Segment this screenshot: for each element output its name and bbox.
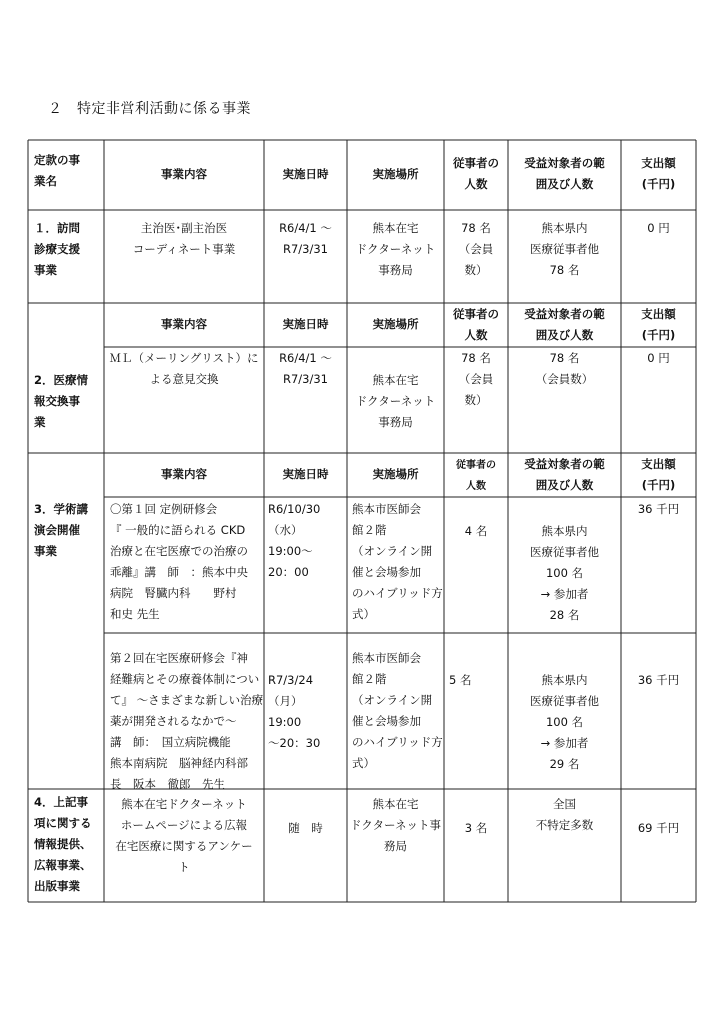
header3-target: 受益対象者の範 囲及び人数 — [524, 457, 605, 492]
header3-place: 実施場所 — [372, 467, 419, 481]
header3-cost: 支出額 (千円) — [641, 457, 676, 492]
s3-e1-date: R6/10/30 （水） 19:00～ 20：00 — [268, 502, 321, 579]
section-heading: ２ 特定非営利活動に係る事業 — [48, 101, 251, 117]
header2-staff: 従事者の 人数 — [453, 307, 499, 342]
s3-e2-staff: 5 名 — [449, 673, 472, 687]
s3-e2-target: 熊本県内 医療従事者他 100 名 → 参加者 29 名 — [530, 673, 599, 771]
s2-target: 78 名 （会員数） — [535, 351, 594, 386]
header3-date: 実施日時 — [282, 467, 329, 481]
s3-e2-place: 熊本市医師会 館２階 （オンライン開 催と会場参加 のハイブリッド方 式） — [352, 651, 443, 770]
s1-cost: 0 円 — [647, 221, 670, 235]
s2-staff: 78 名 （会員 数） — [458, 351, 494, 407]
s1-name: １．訪問 診療支援 事業 — [34, 221, 80, 277]
s4-staff: 3 名 — [464, 821, 488, 835]
header3-content: 事業内容 — [161, 467, 207, 481]
s3-e2-date: R7/3/24 （月） 19:00 ～20：30 — [268, 673, 321, 750]
s4-cost: 69 千円 — [637, 821, 680, 835]
s2-cost: 0 円 — [647, 351, 670, 365]
s3-e1-content: 〇第１回 定例研修会 『 一般的に語られる CKD 治療と在宅医療での治療の 乖離』講 師 ：熊本中央 病院 腎臓内科 野村 和史 先生 — [110, 502, 248, 621]
s3-e2-content: 第２回在宅医療研修会『神 経難病とその療養体制につい て』 ～さまざまな新しい治療 薬が開発されるなかで～ 講 師： 国立病院機能 熊本南病院 脳神経内科部 長 阪本 徹郎 先生 — [110, 651, 264, 791]
header2-target: 受益対象者の範 囲及び人数 — [524, 307, 605, 342]
s1-staff: 78 名 （会員 数） — [458, 221, 494, 277]
s2-date: R6/4/1 ～ R7/3/31 — [279, 351, 332, 386]
header-cost: 支出額 (千円) — [641, 156, 676, 191]
s3-e1-place: 熊本市医師会 館２階 （オンライン開 催と会場参加 のハイブリッド方 式） — [352, 502, 443, 621]
s1-target: 熊本県内 医療従事者他 78 名 — [530, 221, 599, 277]
s1-content: 主治医･副主治医 コーディネート事業 — [132, 221, 236, 256]
header2-cost: 支出額 (千円) — [641, 307, 676, 342]
header-date: 実施日時 — [282, 167, 329, 181]
header2-date: 実施日時 — [282, 317, 329, 331]
s4-date: 随 時 — [288, 821, 323, 835]
header-content: 事業内容 — [161, 167, 207, 181]
s4-target: 全国 不特定多数 — [535, 797, 594, 832]
header2-content: 事業内容 — [161, 317, 207, 331]
header-section-name: 定款の事 業名 — [34, 153, 80, 188]
header-target: 受益対象者の範 囲及び人数 — [524, 156, 605, 191]
s1-date: R6/4/1 ～ R7/3/31 — [279, 221, 332, 256]
header3-staff: 従事者の 人数 — [456, 460, 496, 492]
s4-content: 熊本在宅ドクターネット ホームページによる広報 在宅医療に関するアンケー ト — [115, 797, 253, 874]
header-staff: 従事者の 人数 — [453, 156, 499, 191]
s3-e1-staff: 4 名 — [464, 524, 488, 538]
header-place: 実施場所 — [372, 167, 419, 181]
s2-content: ＭＬ（メーリングリスト）に よる意見交換 — [109, 351, 259, 386]
s3-e2-cost: 36 千円 — [637, 673, 680, 687]
s1-place: 熊本在宅 ドクターネット 事務局 — [355, 221, 436, 277]
s3-name: 3．学術講 演会開催 事業 — [34, 502, 89, 558]
s4-name: 4．上記事 項に関する 情報提供、 広報事業、 出版事業 — [34, 795, 92, 893]
s2-place: 熊本在宅 ドクターネット 事務局 — [355, 373, 436, 429]
s4-place: 熊本在宅 ドクターネット事 務局 — [350, 797, 441, 853]
s3-e1-cost: 36 千円 — [637, 502, 680, 516]
s2-name: 2．医療情 報交換事 業 — [34, 373, 89, 429]
s3-e1-target: 熊本県内 医療従事者他 100 名 → 参加者 28 名 — [530, 524, 599, 622]
header2-place: 実施場所 — [372, 317, 419, 331]
